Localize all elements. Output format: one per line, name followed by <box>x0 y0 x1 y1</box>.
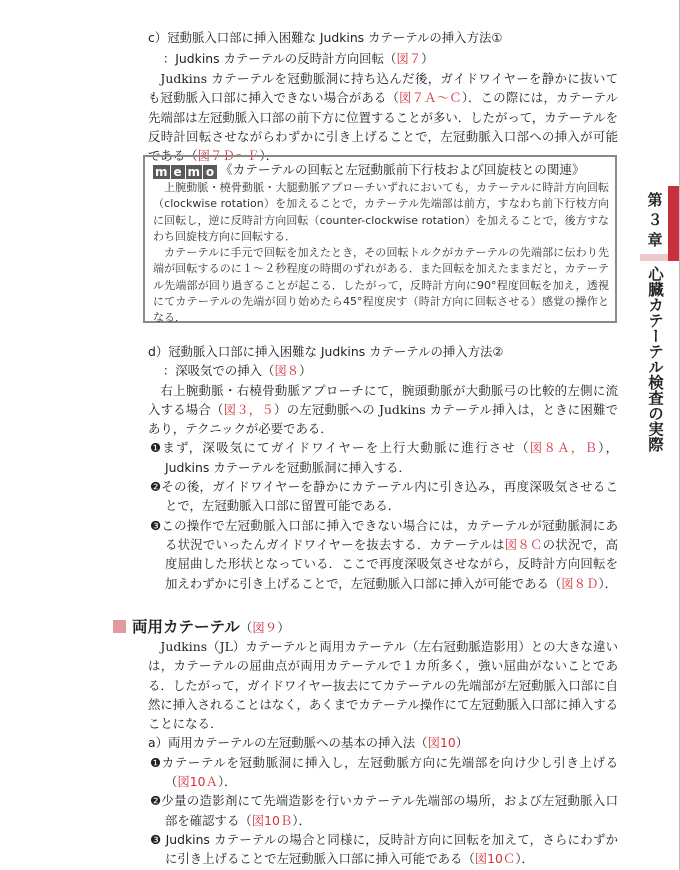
text-segment: Judkins（JL）カテーテルと両用カテーテル（左右冠動脈造影用）との大きな違いは，カテーテルの屈曲点が両用カテーテルで１カ所多く，強い屈曲がないことである．したがって，ガイドワイヤー抜去にてカテーテルの先端部が左冠動脈入口部に自然に挿入されることはなく，あくまでカテーテル操作にて左冠動脈入口部に挿入することになる． <box>148 639 618 732</box>
section-d-subheading <box>148 361 618 380</box>
section-heading-text: 両用カテーテル <box>132 618 240 636</box>
text-segment: ❸この操作で左冠動脈入口部に挿入できない場合には，カテーテルが冠動脈洞にある状況でいったんガイドワイヤーを抜去する．カテーテルは <box>150 517 618 552</box>
text-segment: ）． <box>598 575 618 591</box>
text-segment: a）両用カテーテルの左冠動脈への基本の挿入法（ <box>148 735 428 751</box>
text-segment: ❶まず，深吸気にてガイドワイヤーを上行大動脈に進行させ（ <box>150 440 530 456</box>
step-item <box>150 438 618 477</box>
memo-letter: e <box>171 165 185 179</box>
text-segment: ❶カテーテルを冠動脈洞に挿入し，左冠動脈方向に先端部を向け少し引き上げる（ <box>150 754 618 790</box>
section-heading-ref <box>240 620 290 635</box>
figure-reference: 図７Ｄ～Ｆ <box>197 148 260 164</box>
text-segment: ）． <box>292 812 311 828</box>
memo-title: 《カテーテルの回転と左冠動脈前下行枝および回旋枝との関連》 <box>220 162 585 177</box>
memo-title-line <box>153 160 609 180</box>
section-c-subheading <box>148 48 618 69</box>
figure-reference: 図10Ｂ <box>251 812 293 828</box>
text-segment: ）． <box>515 851 534 867</box>
memo-paragraph: カテーテルに手元で回転を加えたとき，その回転トルクがカテーテルの先端部に伝わり先端が回転するのに１～２秒程度の時間のずれがある．また回転を加えたままだと，カテーテル先端部が回り過ぎることが起こる．したがって，反時計方向に90°程度回転を加え，透視にてカテーテルの先端が回り始めたら45°程度戻す（時計方向に回転させる）感覚の操作となる． <box>153 246 609 325</box>
figure-reference: 図10 <box>427 735 456 751</box>
memo-letter: m <box>187 165 201 179</box>
text-segment: ）．この際には，カテーテル先端部は左冠動脈入口部の前下方に位置することが多い．したがって，カテーテルを反時計回転させながらわずかに引き上げることで，左冠動脈入口部への挿入が可能である（ <box>148 90 619 164</box>
text-segment: Judkins カテーテルを冠動脈洞に持ち込んだ後，ガイドワイヤーを静かに抜いても冠動脈入口部に挿入できない場合がある（ <box>148 71 618 106</box>
section-2-body <box>148 637 618 869</box>
memo-letter: m <box>155 165 168 179</box>
figure-reference: 図３，５ <box>223 401 275 417</box>
section-d <box>148 342 618 593</box>
text-segment: ）の左冠動脈への Judkins カテーテル挿入は，ときに困難であり，テクニックが必要である． <box>148 401 618 437</box>
text-segment: ❸ Judkins カテーテルの場合と同様に，反時計方向に回転を加えて，さらにわずかに引き上げることで左冠動脈入口部に挿入可能である（ <box>150 831 618 867</box>
text-segment: ），Judkins カテーテルを冠動脈洞に挿入する． <box>165 440 619 475</box>
step-item <box>150 830 618 869</box>
text-segment: ：Judkins カテーテルの反時計方向回転（ <box>162 51 397 66</box>
text-segment: ：深吸気での挿入（ <box>162 363 275 379</box>
text-segment: ） <box>421 51 434 66</box>
figure-reference: 図７Ａ～Ｃ <box>399 90 462 106</box>
text-segment: ）． <box>217 774 237 790</box>
memo-paragraph: 上腕動脈・橈骨動脈・大腿動脈アプローチいずれにおいても，カテーテルに時計方向回転（clockwise rotation）を加えることで，カテーテル先端部は前方，すなわち前下行枝方向に回転し，逆に反時計方向回転（counter-clockwise rotation）を加えることで，後方すなわち回旋枝方向に回転する． <box>153 181 609 243</box>
text-segment: ） <box>455 735 469 751</box>
step-item <box>150 477 618 516</box>
figure-reference: 図８Ｃ <box>504 536 543 552</box>
section-heading <box>113 616 290 639</box>
memo-label <box>153 165 217 179</box>
section-a-heading <box>148 733 618 752</box>
text-segment: ❷少量の造影剤にて先端造影を行いカテーテル先端部の場所，および左冠動脈入口部を確認する（ <box>150 793 618 828</box>
figure-reference: 図９ <box>252 620 278 635</box>
chapter-title: 心臓カテーテル検査の実際 <box>646 266 664 452</box>
figure-reference: 図８ <box>274 363 300 379</box>
text-segment: （ <box>239 620 253 635</box>
chapter-tab <box>668 186 679 261</box>
text-segment: ）． <box>259 148 279 164</box>
section-c-heading: c）冠動脈入口部に挿入困難な Judkins カテーテルの挿入方法① <box>148 30 503 45</box>
section-d-heading: d）冠動脈入口部に挿入困難な Judkins カテーテルの挿入方法② <box>148 344 504 359</box>
memo-box <box>143 155 617 323</box>
text-segment: 右上腕動脈・右橈骨動脈アプローチにて，腕頭動脈が大動脈弓の比較的左側に流入する場合（ <box>148 382 618 417</box>
memo-letter: o <box>203 165 217 179</box>
step-item <box>150 753 618 792</box>
section-d-paragraph <box>148 381 618 439</box>
text-segment: の状況で，高度屈曲した形状となっている．ここで再度深吸気させながら，反時計方向回転を加えわずかに引き上げることで，左冠動脈入口部に挿入が可能である（ <box>165 536 618 591</box>
text-segment: ） <box>277 620 290 635</box>
text-segment: ） <box>299 363 312 379</box>
section-c <box>148 27 618 165</box>
chapter-number: 第３章 <box>647 191 663 249</box>
figure-reference: 図７ <box>396 51 422 66</box>
figure-reference: 図10Ｃ <box>474 851 516 867</box>
heading-square-icon <box>113 620 126 633</box>
step-item <box>150 516 618 593</box>
step-item <box>150 791 618 830</box>
figure-reference: 図８Ａ，Ｂ <box>529 440 599 456</box>
figure-reference: 図10Ａ <box>177 774 218 790</box>
figure-reference: 図８Ｄ <box>561 575 599 591</box>
section-c-paragraph <box>148 69 618 165</box>
text-segment: ❷その後，ガイドワイヤーを静かにカテーテル内に引き込み，再度深吸気させることで，左冠動脈入口部に留置可能である． <box>150 479 618 514</box>
section-2-paragraph <box>148 637 618 733</box>
chapter-tab-bar <box>640 254 668 261</box>
